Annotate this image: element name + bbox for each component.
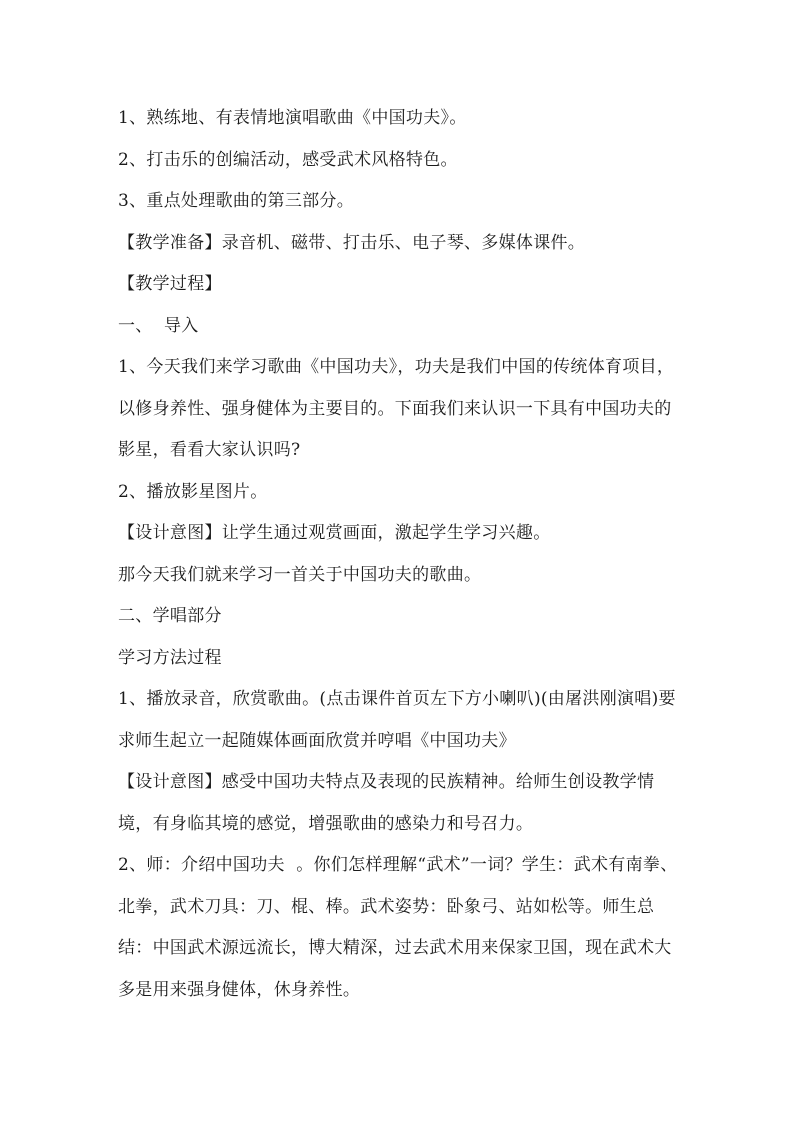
method-process-heading: 学习方法过程 (118, 647, 222, 668)
transition-sentence: 那今天我们就来学习一首关于中国功夫的歌曲。 (118, 564, 482, 585)
teaching-process-heading: 【教学过程】 (118, 274, 222, 294)
intro-step-2: 2、播放影星图片。 (118, 481, 268, 502)
singing-step-2: 2、师：介绍中国功夫 。你们怎样理解“武术”一词？学生：武术有南拳、北拳，武术刀具：刀、棍、棒。武术姿势：卧象弓、站如松等。师生总结：中国武术源远流长，博大精深，过去武术用来保家卫国，现在武术大多是用来强身健体，休身养性。 (118, 855, 678, 1000)
goal-3: 3、重点处理歌曲的第三部分。 (118, 191, 355, 211)
section-singing-heading: 二、学唱部分 (118, 606, 222, 626)
teaching-preparation: 【教学准备】录音机、磁带、打击乐、电子琴、多媒体课件。 (118, 232, 586, 253)
singing-step-1: 1、播放录音，欣赏歌曲。(点击课件首页左下方小喇叭)(由屠洪刚演唱)要求师生起立一起随媒体画面欣赏并哼唱《中国功夫》 (118, 689, 676, 751)
design-intent-2: 【设计意图】感受中国功夫特点及表现的民族精神。给师生创设教学情境，有身临其境的感觉，增强歌曲的感染力和号召力。 (118, 772, 655, 834)
document-body (118, 98, 678, 1011)
section-introduction-heading: 一、 导入 (118, 315, 199, 336)
goal-1: 1、熟练地、有表情地演唱歌曲《中国功夫》。 (118, 108, 467, 128)
goal-2: 2、打击乐的创编活动，感受武术风格特色。 (118, 149, 458, 170)
design-intent-1: 【设计意图】让学生通过观赏画面，激起学生学习兴趣。 (118, 523, 551, 543)
intro-step-1: 1、今天我们来学习歌曲《中国功夫》，功夫是我们中国的传统体育项目，以修身养性、强身健体为主要目的。下面我们来认识一下具有中国功夫的影星，看看大家认识吗? (118, 357, 675, 460)
